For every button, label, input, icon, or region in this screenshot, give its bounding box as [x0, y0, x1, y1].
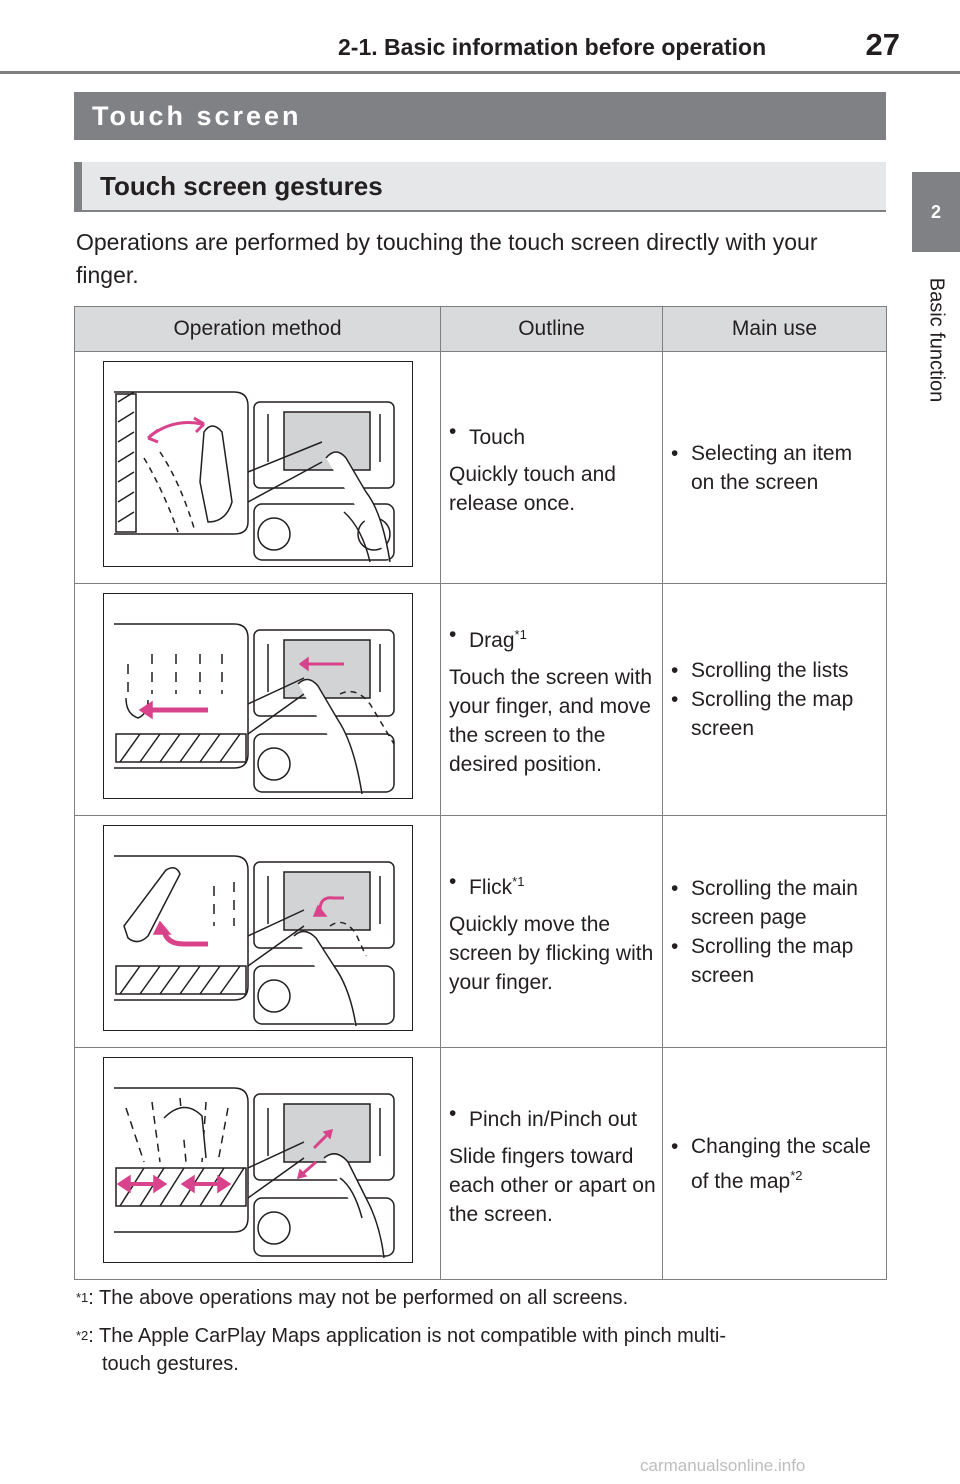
gesture-name-line: [449, 867, 656, 902]
use-footnote-ref: *2: [790, 1167, 803, 1183]
use-item: [671, 1132, 880, 1196]
gesture-name: Pinch in/Pinch out: [469, 1107, 638, 1131]
use-text: Scrolling the map screen: [691, 688, 854, 740]
gesture-name-line: [449, 620, 656, 655]
subsection-heading: Touch screen gestures: [74, 162, 886, 212]
footnote-1: [76, 1284, 886, 1312]
footnote-text: : The Apple CarPlay Maps application is not compatible with pinch multi-: [88, 1325, 727, 1347]
bullet-icon: •: [671, 876, 679, 900]
bullet-icon: •: [449, 623, 457, 646]
use-item: [671, 685, 880, 743]
gesture-description: Quickly move the screen by flicking with your finger.: [449, 912, 654, 994]
outline-cell: [441, 816, 663, 1048]
header-outline: Outline: [441, 307, 663, 352]
table-header-row: [75, 307, 887, 352]
drag-gesture-illustration: [103, 593, 413, 799]
outline-cell: [441, 352, 663, 584]
flick-gesture-illustration: [103, 825, 413, 1031]
bullet-icon: •: [671, 688, 679, 711]
operation-method-cell: [75, 1048, 441, 1280]
header-operation-method: Operation method: [75, 307, 441, 352]
main-use-cell: [663, 584, 887, 816]
chapter-label: Basic function: [925, 277, 948, 403]
intro-paragraph: Operations are performed by touching the touch screen directly with your finger.: [76, 229, 818, 288]
main-use-cell: [663, 816, 887, 1048]
gestures-table: [74, 306, 887, 1280]
chapter-tab: [912, 172, 960, 252]
operation-method-cell: [75, 584, 441, 816]
footnote-mark: *1: [76, 1290, 89, 1305]
footnote-continuation: touch gestures.: [102, 1353, 239, 1375]
main-use-cell: [663, 352, 887, 584]
operation-method-cell: [75, 352, 441, 584]
main-use-cell: [663, 1048, 887, 1280]
bullet-icon: •: [671, 934, 679, 958]
use-item: [671, 932, 880, 990]
gesture-name: Drag: [469, 629, 515, 652]
gesture-description: Slide fingers toward each other or apart on the screen.: [449, 1144, 656, 1226]
footnote-2: [76, 1322, 886, 1378]
section-heading: Touch screen: [74, 92, 886, 140]
gesture-footnote-ref: *1: [514, 627, 527, 642]
gesture-name-line: [449, 417, 656, 452]
outline-cell: [441, 1048, 663, 1280]
table-row: [75, 584, 887, 816]
pinch-gesture-illustration: [103, 1057, 413, 1263]
gesture-name-line: [449, 1099, 656, 1134]
header-main-use: Main use: [663, 307, 887, 352]
gesture-name: Flick: [469, 875, 513, 899]
use-item: [671, 439, 880, 497]
bullet-icon: •: [671, 1134, 679, 1158]
use-item: [671, 874, 880, 932]
use-text: Scrolling the map screen: [691, 934, 854, 987]
running-header-title: 2-1. Basic information before operation: [338, 34, 767, 60]
gesture-description: Touch the screen with your finger, and move the screen to the desired position.: [449, 666, 653, 776]
gesture-description: Quickly touch and release once.: [449, 463, 616, 515]
header-divider: [0, 71, 960, 74]
bullet-icon: •: [671, 659, 679, 682]
bullet-icon: •: [671, 441, 679, 465]
gesture-name: Touch: [469, 426, 526, 449]
chapter-number: 2: [930, 201, 941, 222]
use-item: [671, 656, 880, 685]
touch-gesture-illustration: [103, 361, 413, 567]
use-text: Scrolling the main screen page: [691, 876, 858, 929]
use-text: Selecting an item on the screen: [691, 441, 853, 494]
use-text: Changing the scale of the map: [691, 1134, 871, 1193]
footnote-mark: *2: [76, 1328, 89, 1343]
operation-method-cell: [75, 816, 441, 1048]
bullet-icon: •: [449, 1101, 457, 1125]
table-row: [75, 816, 887, 1048]
table-row: [75, 1048, 887, 1280]
use-text: Scrolling the lists: [691, 659, 849, 682]
watermark: carmanualsonline.info: [640, 1456, 806, 1475]
footnote-text: : The above operations may not be performed on all screens.: [88, 1287, 629, 1309]
table-row: [75, 352, 887, 584]
page-number: 27: [865, 27, 900, 62]
gesture-footnote-ref: *1: [512, 873, 525, 889]
bullet-icon: •: [449, 420, 457, 443]
bullet-icon: •: [449, 869, 457, 893]
outline-cell: [441, 584, 663, 816]
